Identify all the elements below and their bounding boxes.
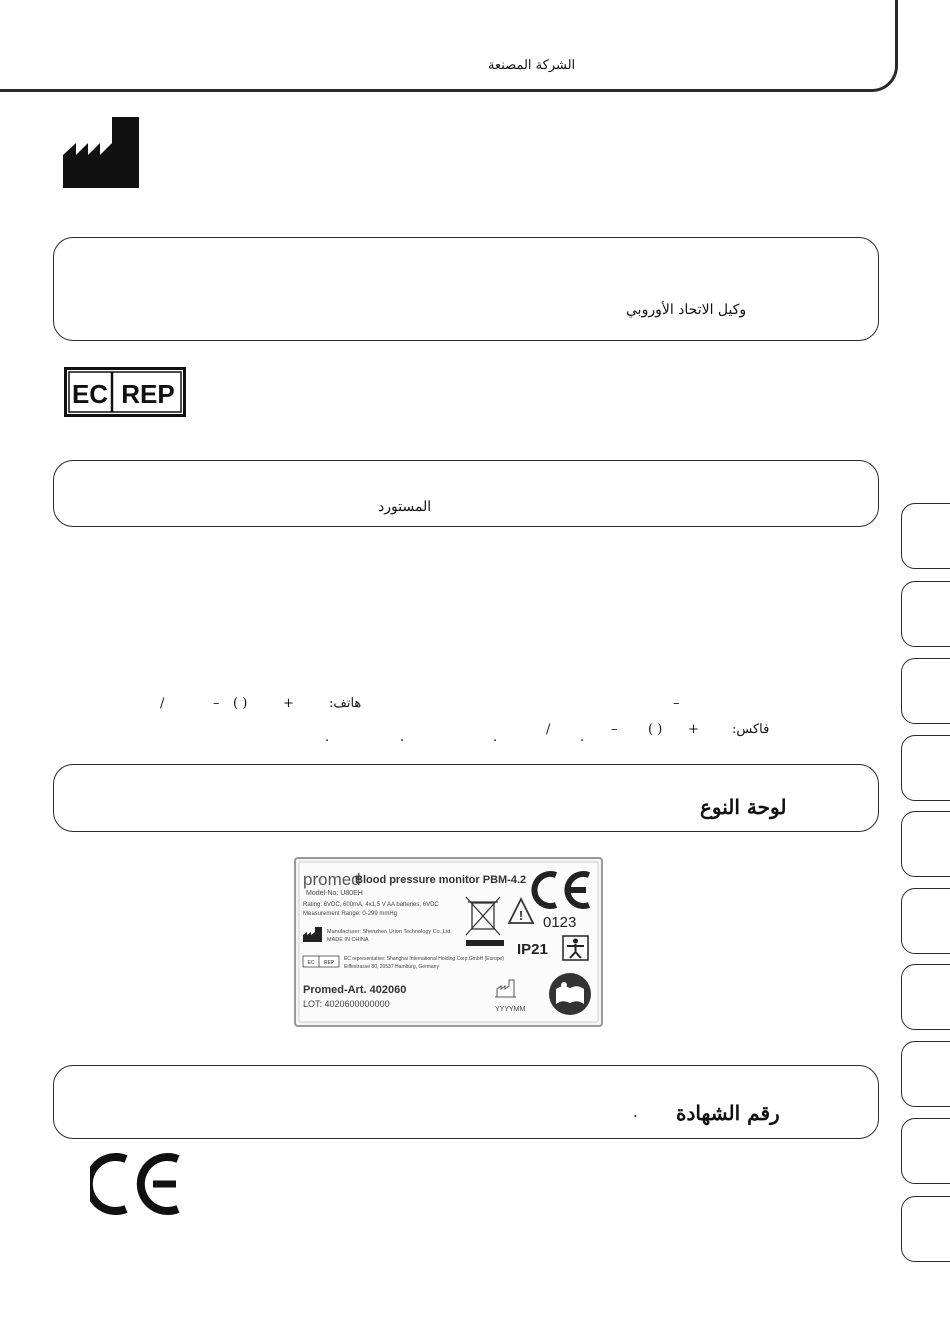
phone-dash: – [213,696,220,711]
side-tab[interactable] [901,735,950,801]
plate-notified-body: 0123 [543,914,577,931]
plate-lot: LOT: 4020600000000 [303,999,390,1009]
plate-model: Model-No: U80EH [306,890,363,897]
plate-ec-rep-address: Eiffestrasse 80, 20537 Hamburg, Germany [344,964,439,970]
plate-manufacturer: Manufacturer: Shenzhen Urion Technology Co.,Ltd. [327,929,452,935]
ec-text: EC [71,379,109,409]
side-tab[interactable] [901,1118,950,1184]
plate-ec-rep-text: EC representative: Shanghai International Holding Corp.GmbH (Europe) [344,956,505,962]
side-tab[interactable] [901,964,950,1030]
phone-slash: / [160,696,165,711]
plate-made-in: MADE IN CHINA [327,937,369,943]
plate-title: Blood pressure monitor PBM-4.2 [355,874,527,886]
phone-label: هاتف: [329,696,362,711]
eu-rep-label: وكيل الاتحاد الأوروبي [626,302,747,318]
eu-rep-box [53,237,879,341]
side-tab[interactable] [901,1196,950,1262]
plate-rating: Rating: 6VDC, 600mA, 4x1,5 V AA batteries, 6VDC [303,902,439,908]
dot: . [493,730,498,745]
importer-box [53,460,879,527]
type-bf-icon [563,936,588,960]
fax-dash: – [611,722,618,737]
side-tab[interactable] [901,888,950,954]
side-tab[interactable] [901,658,950,724]
fax-plus: + [688,722,699,737]
phone-plus: + [283,696,294,711]
plate-ip: IP21 [517,941,548,958]
fax-paren: ( ) [648,722,663,737]
certificate-label: رقم الشهادة [676,1101,780,1125]
plate-date: YYYYMM [495,1006,526,1013]
side-tab[interactable] [901,811,950,877]
manufacturer-label: الشركة المصنعة [488,58,576,73]
dot: . [325,730,330,745]
dot: . [400,730,405,745]
side-tab[interactable] [901,581,950,647]
certificate-dot: . [633,1103,638,1121]
dot: . [580,730,585,745]
rep-text: REP [121,379,175,409]
importer-label: المستورد [378,499,432,515]
factory-icon [63,117,139,188]
phone-paren: ( ) [233,696,248,711]
side-tab[interactable] [901,503,950,569]
manual-icon [549,973,591,1015]
type-plate-label [294,857,603,1027]
header-box [0,0,898,92]
type-plate-heading: لوحة النوع [700,795,787,819]
weee-bar [466,940,504,946]
fax-label: فاكس: [732,722,770,737]
plate-measurement: Measurement Range: 0-299 mmHg [303,911,398,917]
fax-slash: / [546,722,551,737]
svg-text:EC: EC [307,960,315,966]
ec-rep-icon [64,367,186,417]
ce-mark-icon [90,1153,182,1215]
svg-text:REP: REP [323,960,335,966]
brand-text: promed [303,870,361,889]
svg-text:!: ! [518,908,524,923]
phone-dash-right: – [673,696,680,711]
plate-article: Promed-Art. 402060 [303,984,407,996]
side-tab[interactable] [901,1041,950,1107]
